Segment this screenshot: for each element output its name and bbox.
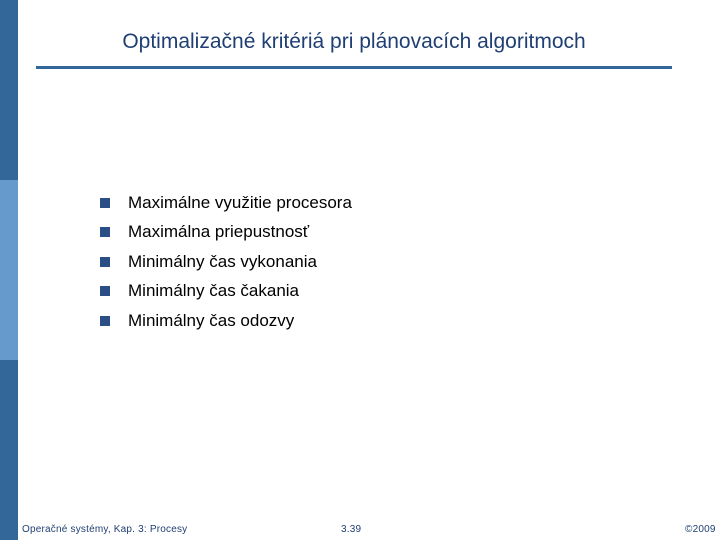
footer-course-label: Operačné systémy, Kap. 3: Procesy bbox=[22, 524, 188, 535]
bullet-item bbox=[100, 188, 352, 218]
side-bar-top bbox=[0, 0, 18, 180]
bullet-item bbox=[100, 247, 352, 277]
square-bullet-icon bbox=[100, 227, 110, 237]
square-bullet-icon bbox=[100, 198, 110, 208]
square-bullet-icon bbox=[100, 257, 110, 267]
bullet-item bbox=[100, 218, 352, 248]
side-bar-bottom bbox=[0, 360, 18, 540]
bullet-text: Minimálny čas čakania bbox=[128, 281, 300, 301]
title-underline bbox=[36, 66, 672, 69]
bullet-text: Minimálny čas vykonania bbox=[128, 251, 317, 271]
side-bar-middle bbox=[0, 180, 18, 360]
square-bullet-icon bbox=[100, 286, 110, 296]
bullet-list bbox=[100, 188, 352, 336]
slide-title: Optimalizačné kritériá pri plánovacích algoritmoch bbox=[122, 30, 586, 53]
square-bullet-icon bbox=[100, 316, 110, 326]
bullet-text: Maximálna priepustnosť bbox=[128, 222, 310, 242]
footer-copyright: ©2009 bbox=[685, 524, 716, 535]
bullet-item bbox=[100, 306, 352, 336]
bullet-text: Minimálny čas odozvy bbox=[128, 310, 295, 330]
bullet-item bbox=[100, 277, 352, 307]
bullet-text: Maximálne využitie procesora bbox=[128, 192, 352, 212]
footer-page-number: 3.39 bbox=[341, 524, 362, 535]
